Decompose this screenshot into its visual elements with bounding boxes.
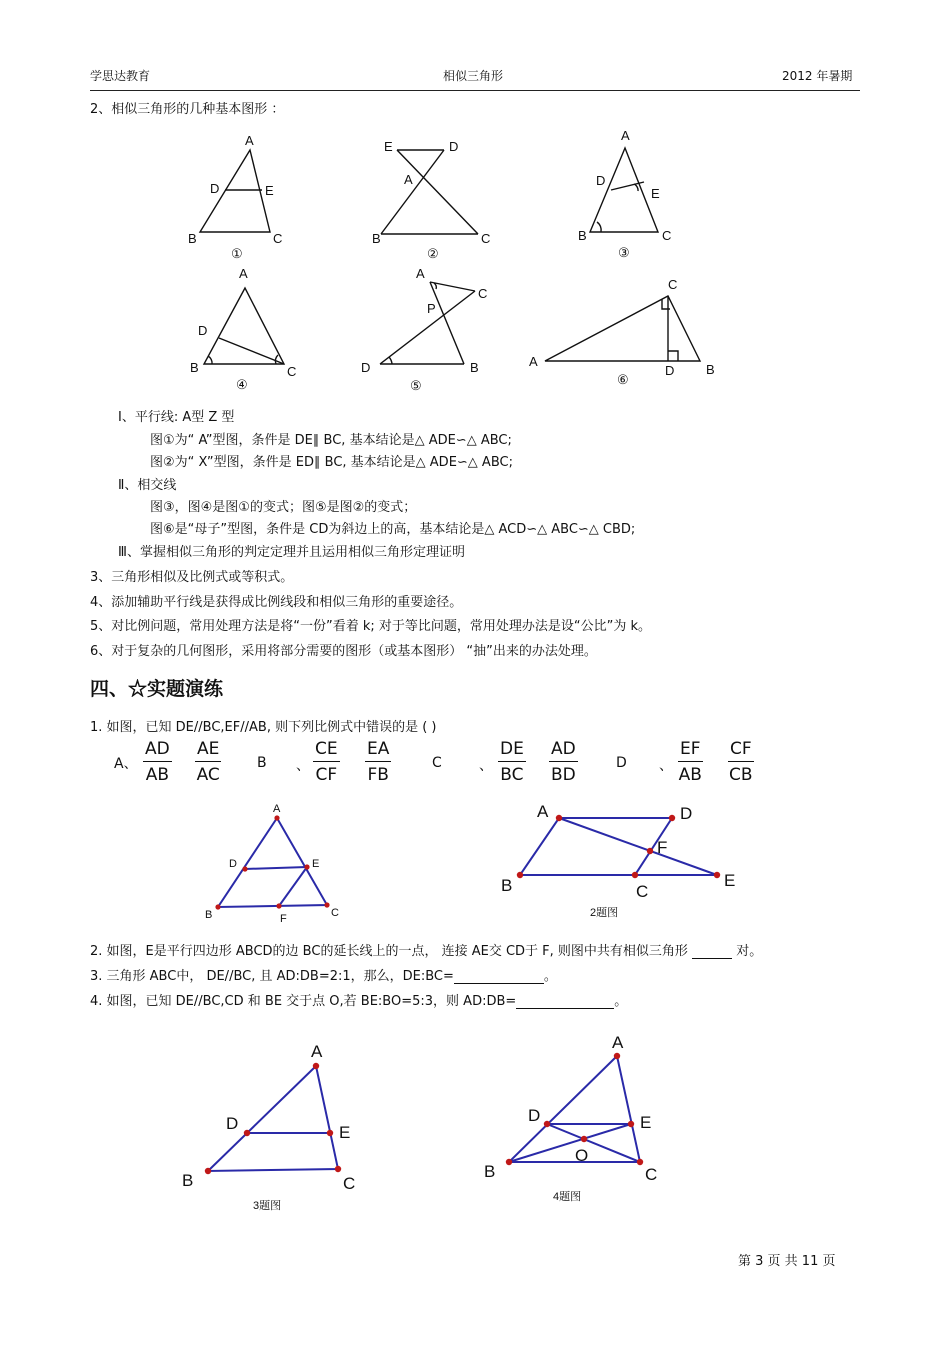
label-a: A bbox=[404, 172, 413, 187]
q2-text-before: 2. 如图，E是平行四边形 ABCD的边 BC的延长线上的一点， 连接 AE交 CD于 F, 则图中共有相似三角形 bbox=[90, 944, 688, 959]
label-e: E bbox=[724, 871, 736, 890]
point-e bbox=[628, 1121, 634, 1127]
point-e bbox=[327, 1130, 333, 1136]
numerator: EF bbox=[678, 739, 703, 762]
page-number: 第 3 页 共 11 页 bbox=[738, 1254, 836, 1269]
label-b: B bbox=[470, 360, 479, 375]
q4-text-after: 。 bbox=[614, 994, 628, 1009]
label-b: B bbox=[190, 360, 199, 375]
q2-text-after: 对。 bbox=[736, 944, 763, 959]
label-p: P bbox=[427, 301, 436, 316]
q4-answer-blank[interactable] bbox=[516, 994, 614, 1009]
q3-text-before: 3. 三角形 ABC中， DE//BC, 且 AD:DB=2:1，那么，DE:BC= bbox=[90, 969, 454, 984]
numerator: AE bbox=[195, 739, 221, 762]
numerator: DE bbox=[498, 739, 526, 762]
q3-caption: 3题图 bbox=[253, 1200, 282, 1212]
point-a bbox=[313, 1063, 319, 1069]
point-f bbox=[647, 848, 653, 854]
label-c: C bbox=[481, 231, 491, 246]
label-e: E bbox=[384, 139, 393, 154]
numerator: AD bbox=[143, 739, 172, 762]
caption-2: ② bbox=[427, 246, 439, 261]
caption-4: ④ bbox=[236, 377, 248, 392]
q3-text bbox=[90, 965, 557, 984]
point-f bbox=[276, 903, 281, 908]
label-d: D bbox=[229, 858, 237, 870]
label-c: C bbox=[287, 364, 297, 379]
numerator: CE bbox=[313, 739, 340, 762]
label-c: C bbox=[645, 1165, 658, 1184]
label-e: E bbox=[651, 186, 660, 201]
label-c: C bbox=[668, 277, 678, 292]
q1-option-c-letter: C bbox=[432, 755, 442, 771]
denominator: AB bbox=[145, 765, 170, 785]
point-b bbox=[215, 904, 220, 909]
label-o: O bbox=[575, 1146, 589, 1165]
point-b bbox=[205, 1168, 211, 1174]
label-e: E bbox=[339, 1123, 351, 1142]
q3-text-after: 。 bbox=[543, 969, 557, 984]
label-c: C bbox=[478, 286, 488, 301]
point-d bbox=[242, 866, 247, 871]
note-intersect: Ⅱ、相交线 bbox=[118, 478, 177, 493]
caption-5: ⑤ bbox=[410, 378, 422, 393]
label-d: D bbox=[210, 181, 220, 196]
point-a bbox=[274, 815, 279, 820]
item-4: 4、添加辅助平行线是获得成比例线段和相似三角形的重要途径。 bbox=[90, 595, 463, 610]
label-c: C bbox=[662, 228, 672, 243]
point-d bbox=[669, 815, 675, 821]
label-d: D bbox=[680, 804, 693, 823]
label-f: F bbox=[657, 838, 668, 857]
note-fig2: 图②为“ X”型图，条件是 ED∥ BC, 基本结论是△ ADE∽△ ABC; bbox=[150, 455, 513, 470]
q2-figure bbox=[520, 818, 717, 875]
point-b bbox=[506, 1159, 512, 1165]
point-d bbox=[544, 1121, 550, 1127]
label-d: D bbox=[665, 363, 675, 378]
denominator: FB bbox=[367, 765, 389, 785]
q3-answer-blank[interactable] bbox=[454, 969, 544, 984]
note-parallel: Ⅰ、平行线: A型 Z 型 bbox=[118, 410, 235, 425]
header-right: 2012 年暑期 bbox=[782, 69, 853, 83]
label-e: E bbox=[265, 183, 274, 198]
label-f: F bbox=[280, 913, 287, 925]
label-b: B bbox=[706, 362, 715, 377]
denominator: AC bbox=[196, 765, 220, 785]
point-e bbox=[714, 872, 720, 878]
point-o bbox=[581, 1136, 587, 1142]
q2-text bbox=[90, 940, 762, 959]
label-b: B bbox=[484, 1162, 496, 1181]
label-c: C bbox=[331, 907, 339, 919]
point-a bbox=[556, 815, 562, 821]
label-b: B bbox=[372, 231, 381, 246]
label-e: E bbox=[312, 858, 320, 870]
label-a: A bbox=[416, 266, 425, 281]
label-d: D bbox=[449, 139, 459, 154]
label-b: B bbox=[501, 876, 513, 895]
label-a: A bbox=[311, 1042, 323, 1061]
numerator: EA bbox=[365, 739, 391, 762]
label-b: B bbox=[188, 231, 197, 246]
section4-title: 四、☆实题演练 bbox=[90, 678, 224, 700]
label-a: A bbox=[239, 266, 248, 281]
label-d: D bbox=[361, 360, 371, 375]
label-d: D bbox=[528, 1106, 541, 1125]
label-a: A bbox=[621, 128, 630, 143]
denominator: AB bbox=[678, 765, 702, 785]
point-d bbox=[244, 1130, 250, 1136]
section2-title: 2、相似三角形的几种基本图形 ： bbox=[90, 102, 285, 117]
note-theorem: Ⅲ、掌握相似三角形的判定定理并且运用相似三角形定理证明 bbox=[118, 545, 465, 560]
q1-option-b-letter: B bbox=[257, 755, 267, 771]
denominator: CF bbox=[315, 765, 338, 785]
q4-caption: 4题图 bbox=[553, 1191, 582, 1203]
point-a bbox=[614, 1053, 620, 1059]
label-a: A bbox=[245, 133, 254, 148]
denominator: BC bbox=[500, 765, 524, 785]
item-5: 5、对比例问题，常用处理方法是将“一份”看着 k; 对于等比问题，常用处理办法是设“公比”为 k。 bbox=[90, 619, 652, 634]
point-c bbox=[632, 872, 638, 878]
label-a: A bbox=[273, 803, 281, 815]
label-b: B bbox=[182, 1171, 194, 1190]
label-e: E bbox=[640, 1113, 652, 1132]
q1-sep: 、 bbox=[296, 758, 310, 774]
q2-caption: 2题图 bbox=[590, 907, 619, 919]
caption-1: ① bbox=[231, 246, 243, 261]
q2-points bbox=[517, 815, 720, 878]
point-c bbox=[637, 1159, 643, 1165]
q1-option-a-letter: A、 bbox=[114, 756, 138, 772]
header-center: 相似三角形 bbox=[443, 69, 504, 83]
label-b: B bbox=[205, 909, 213, 921]
label-d: D bbox=[198, 323, 208, 338]
point-c bbox=[324, 902, 329, 907]
note-variants: 图③，图④是图①的变式；图⑤是图②的变式； bbox=[150, 500, 417, 515]
caption-3: ③ bbox=[618, 245, 630, 260]
label-a: A bbox=[529, 354, 538, 369]
caption-6: ⑥ bbox=[617, 372, 629, 387]
label-d: D bbox=[596, 173, 606, 188]
label-a: A bbox=[537, 802, 549, 821]
q4-text-before: 4. 如图，已知 DE//BC,CD 和 BE 交于点 O,若 BE:BO=5:3，则 AD:DB= bbox=[90, 994, 517, 1009]
item-3: 3、三角形相似及比例式或等积式。 bbox=[90, 570, 294, 585]
header-left: 学思达教育 bbox=[90, 69, 151, 83]
q2-answer-blank[interactable] bbox=[692, 944, 732, 959]
q1-sep: 、 bbox=[659, 758, 673, 774]
label-a: A bbox=[612, 1033, 624, 1052]
note-fig6: 图⑥是“母子”型图，条件是 CD为斜边上的高，基本结论是△ ACD∽△ ABC∽△ CBD; bbox=[150, 522, 636, 537]
q1-sep: 、 bbox=[479, 758, 493, 774]
label-d: D bbox=[226, 1114, 239, 1133]
q1-stem: 1. 如图，已知 DE//BC,EF//AB, 则下列比例式中错误的是 ( ) bbox=[90, 720, 437, 735]
q4-text bbox=[90, 990, 627, 1009]
label-c: C bbox=[273, 231, 283, 246]
q1-option-d-letter: D bbox=[616, 755, 627, 771]
label-b: B bbox=[578, 228, 587, 243]
numerator: AD bbox=[549, 739, 578, 762]
point-b bbox=[517, 872, 523, 878]
point-c bbox=[335, 1166, 341, 1172]
denominator: BD bbox=[550, 765, 576, 785]
label-c: C bbox=[343, 1174, 356, 1193]
note-fig1: 图①为“ A”型图，条件是 DE∥ BC, 基本结论是△ ADE∽△ ABC; bbox=[150, 433, 512, 448]
numerator: CF bbox=[728, 739, 754, 762]
point-e bbox=[304, 864, 309, 869]
label-c: C bbox=[636, 882, 649, 901]
item-6: 6、对于复杂的几何图形，采用将部分需要的图形（或基本图形） “抽”出来的办法处理。 bbox=[90, 644, 597, 659]
denominator: CB bbox=[729, 765, 753, 785]
